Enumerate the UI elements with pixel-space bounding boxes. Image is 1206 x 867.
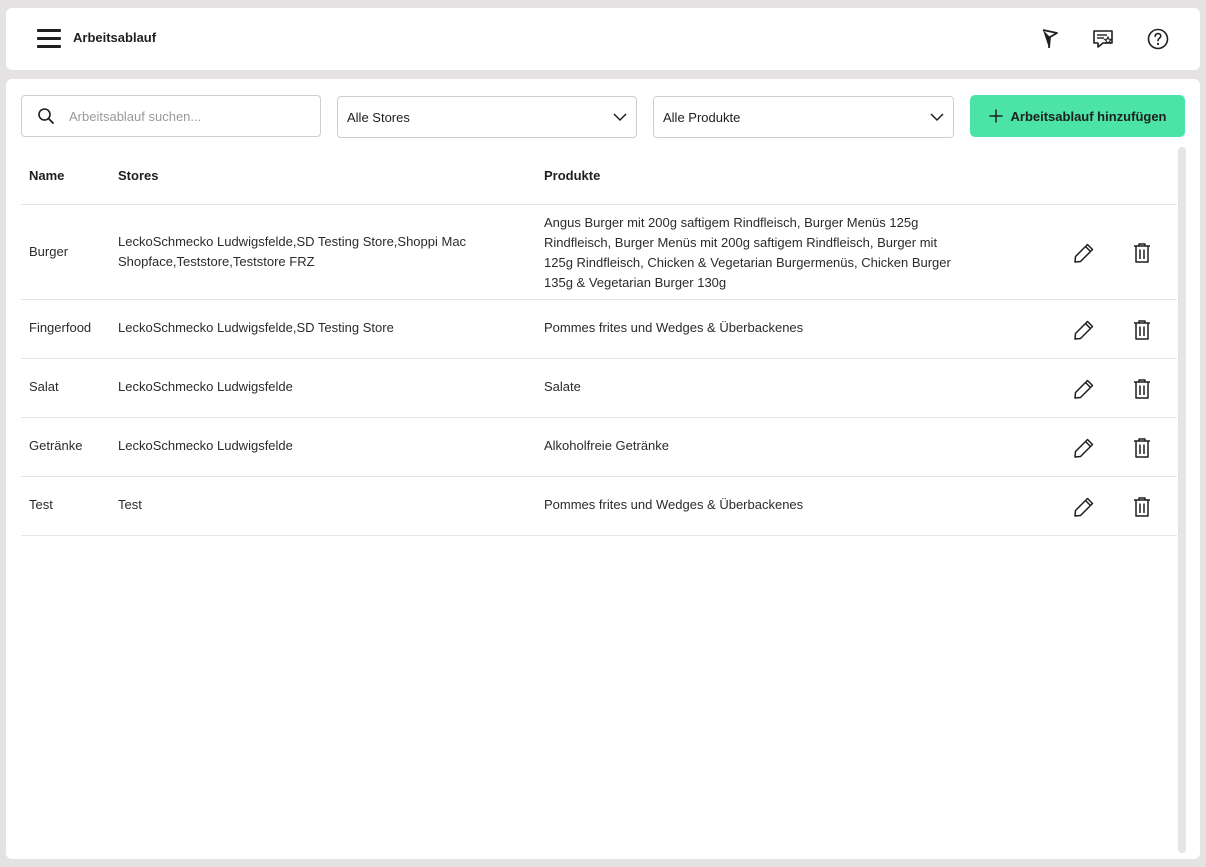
page-title: Arbeitsablauf [73,30,157,45]
table-row [21,418,1177,477]
help-icon[interactable] [1146,27,1170,51]
search-icon [37,107,55,125]
delete-icon[interactable] [1130,377,1154,401]
feedback-icon[interactable] [1091,27,1115,51]
product-filter-value: Alle Produkte [663,110,741,125]
main-panel [6,79,1200,859]
row-products: Pommes frites und Wedges & Überbackenes [544,497,804,512]
row-stores: LeckoSchmecko Ludwigsfelde [118,438,293,453]
top-bar [6,8,1200,70]
add-workflow-label: Arbeitsablauf hinzufügen [1010,108,1167,124]
column-header-stores: Stores [118,168,159,183]
row-name: Fingerfood [29,320,92,335]
row-stores: LeckoSchmecko Ludwigsfelde,SD Testing Store [118,320,394,335]
workflow-table [21,147,1177,847]
store-filter-value: Alle Stores [347,110,410,125]
chevron-down-icon [930,112,944,122]
edit-icon[interactable] [1072,318,1096,342]
edit-icon[interactable] [1072,495,1096,519]
table-row [21,359,1177,418]
delete-icon[interactable] [1130,318,1154,342]
row-name: Getränke [29,438,83,453]
edit-icon[interactable] [1072,241,1096,265]
chevron-down-icon [613,112,627,122]
flag-icon[interactable] [1038,27,1062,51]
row-name: Test [29,497,53,512]
search-box [21,95,321,137]
row-stores: Test [118,497,142,512]
vertical-scrollbar[interactable] [1178,147,1186,853]
row-stores: LeckoSchmecko Ludwigsfelde,SD Testing Store,Shoppi Mac Shopface,Teststore,Teststore FRZ [118,234,467,269]
table-header [21,147,1177,205]
row-name: Burger [29,244,69,259]
add-workflow-button[interactable] [970,95,1185,137]
delete-icon[interactable] [1130,436,1154,460]
row-products: Salate [544,379,581,394]
row-products: Pommes frites und Wedges & Überbackenes [544,320,804,335]
menu-icon[interactable] [37,29,61,49]
table-row [21,205,1177,300]
table-row [21,300,1177,359]
delete-icon[interactable] [1130,241,1154,265]
product-filter-select[interactable] [653,96,954,138]
row-products: Alkoholfreie Getränke [544,438,670,453]
row-products: Angus Burger mit 200g saftigem Rindfleisch, Burger Menüs 125g Rindfleisch, Burger Menüs mit 200g saftigem Rindfleisch, Burger mit 125g Rindfleisch, Chicken & Vegetarian Burgermenüs, Chicken Burger 135g & Vegetarian Burger 130g [544,215,951,290]
delete-icon[interactable] [1130,495,1154,519]
row-name: Salat [29,379,59,394]
row-stores: LeckoSchmecko Ludwigsfelde [118,379,293,394]
edit-icon[interactable] [1072,377,1096,401]
plus-icon [989,109,1003,123]
column-header-name: Name [29,168,65,183]
table-row [21,477,1177,536]
store-filter-select[interactable] [337,96,637,138]
column-header-products: Produkte [544,168,601,183]
search-input[interactable] [69,104,309,128]
edit-icon[interactable] [1072,436,1096,460]
